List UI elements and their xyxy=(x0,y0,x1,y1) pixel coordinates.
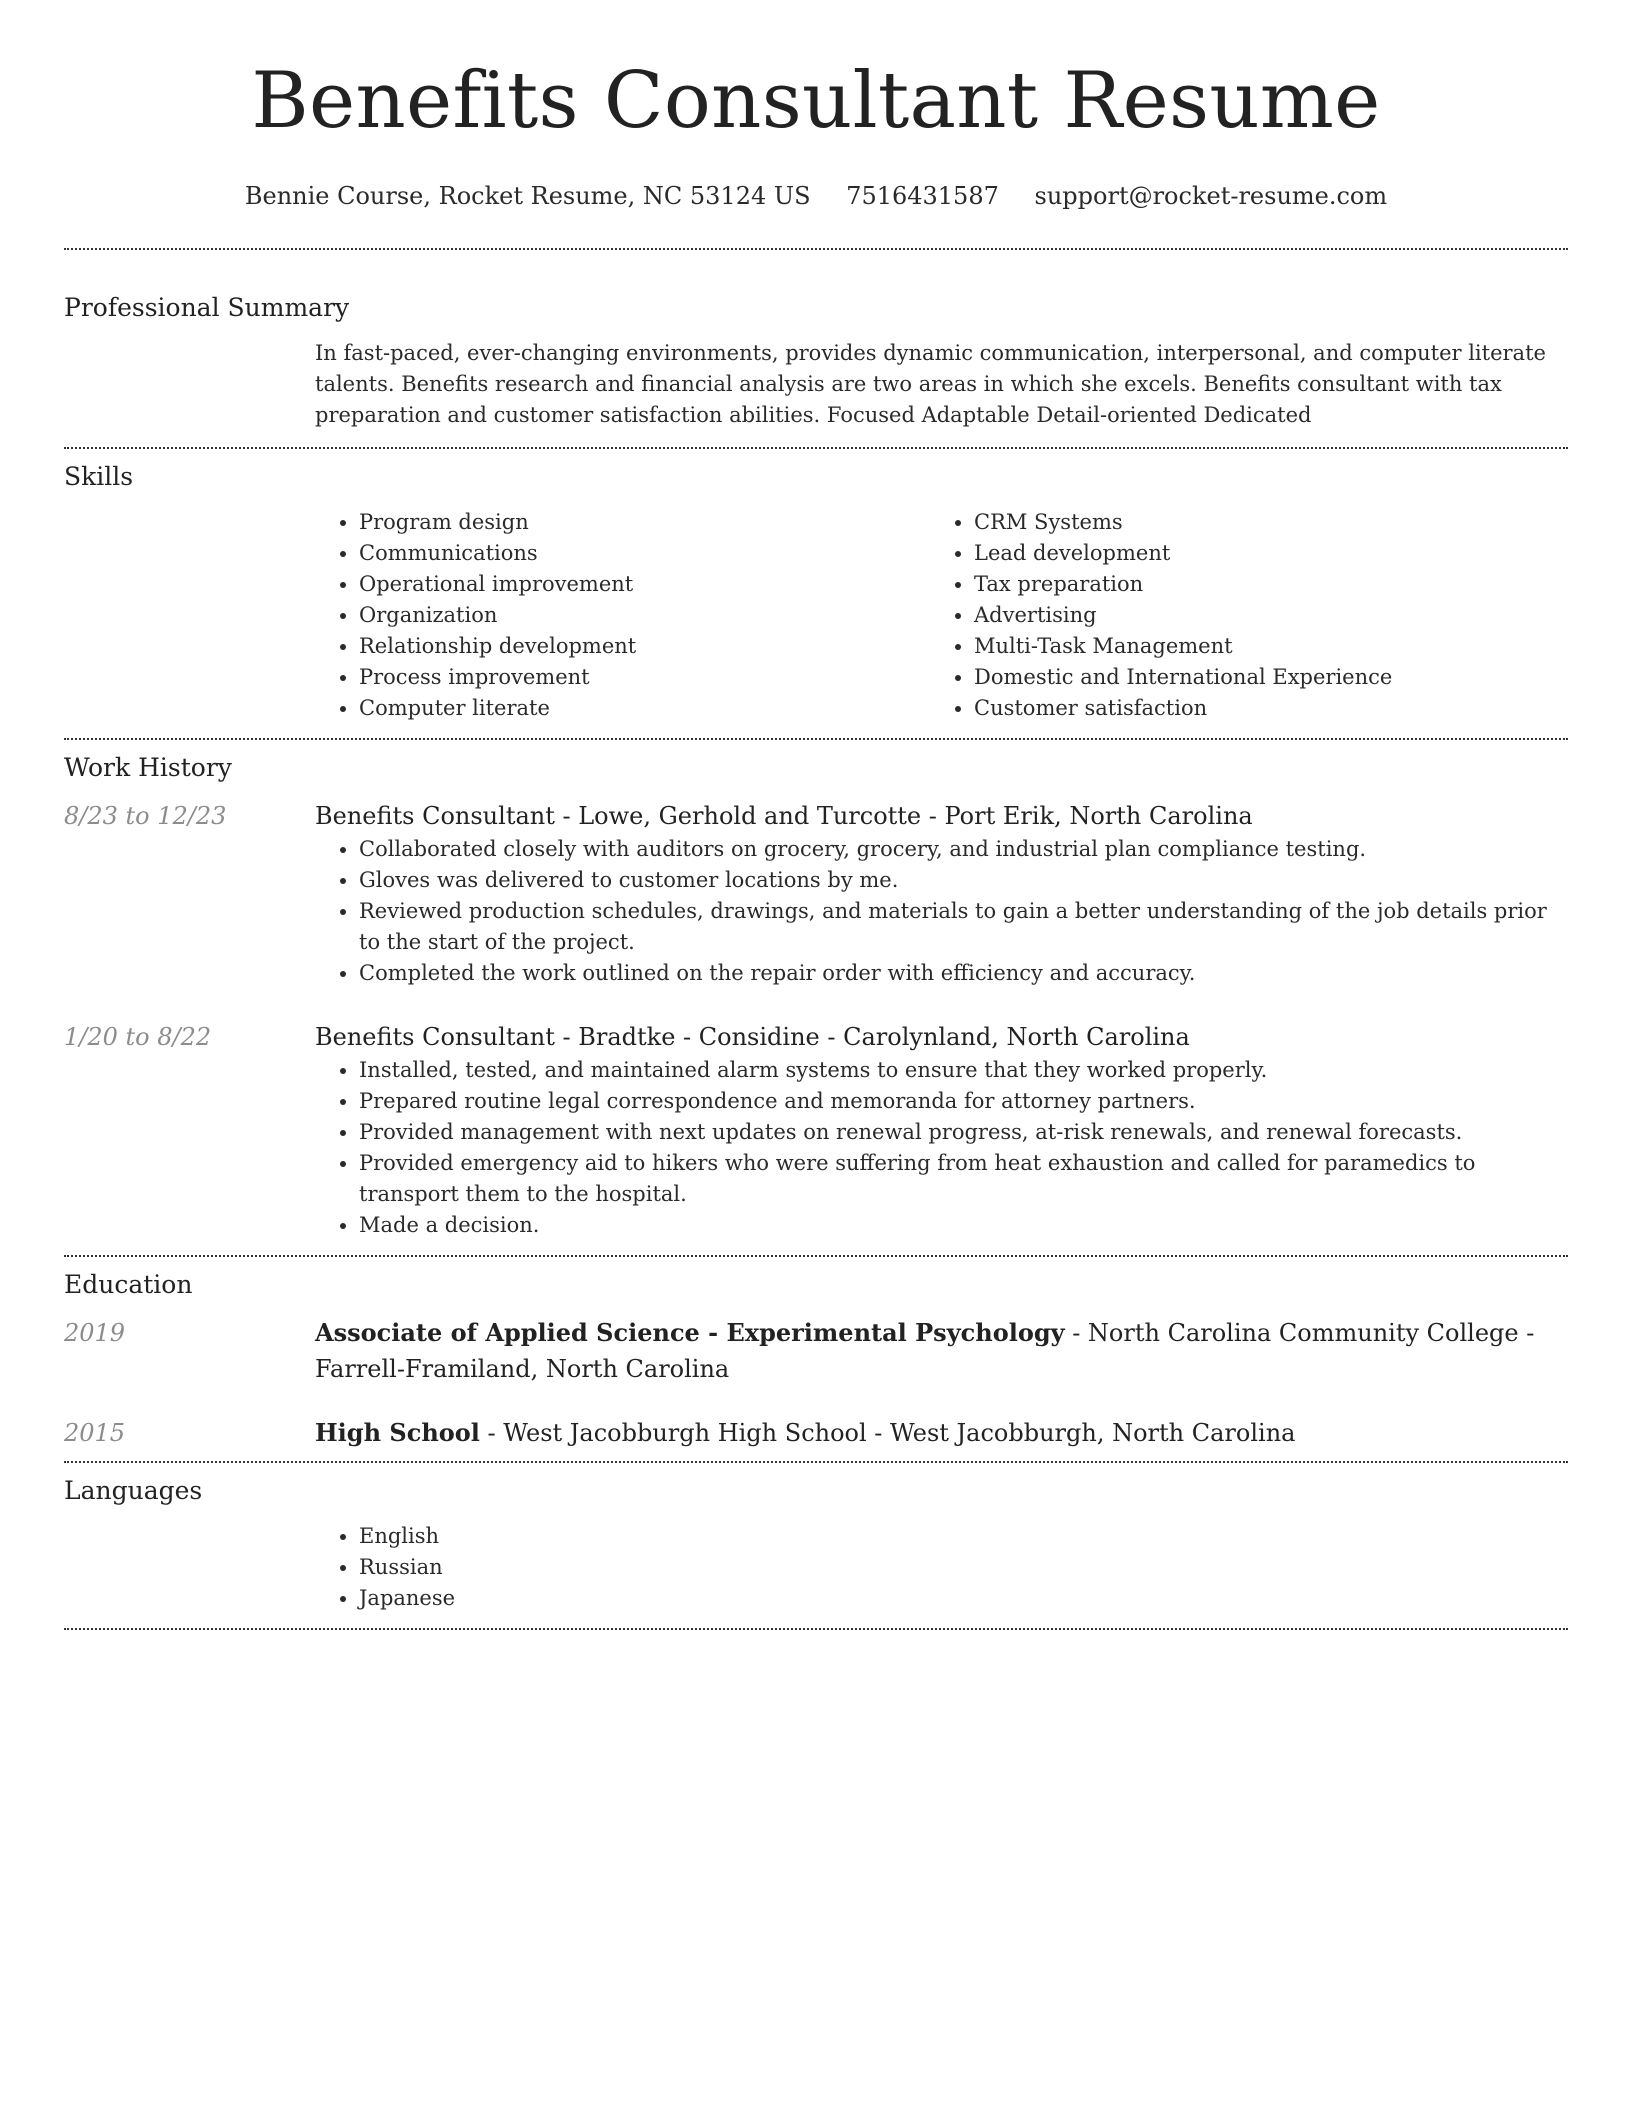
job-duty: • Provided management with next updates on renewal progress, at-risk renewals, and renewal forecasts. xyxy=(359,1117,1568,1148)
skill-item: • Process improvement xyxy=(359,662,930,693)
contact-phone: 7516431587 xyxy=(846,182,999,210)
education-school: - North Carolina Community College - Farrell-Framiland, North Carolina xyxy=(315,1319,1535,1383)
summary-heading: Professional Summary xyxy=(64,293,350,322)
education-heading: Education xyxy=(64,1270,193,1299)
education-heading-line xyxy=(315,1415,1568,1451)
job-title: Benefits Consultant xyxy=(315,802,555,830)
job-title: Benefits Consultant xyxy=(315,1023,555,1051)
skill-item: • Customer satisfaction xyxy=(974,693,1545,724)
divider xyxy=(64,1628,1568,1630)
language-item: • Russian xyxy=(359,1552,1568,1583)
job-entry xyxy=(64,798,1568,1019)
job-duty: • Reviewed production schedules, drawings, and materials to gain a better understanding of the job details prior to the start of the project. xyxy=(359,896,1568,958)
job-employer: - Lowe, Gerhold and Turcotte - Port Erik, North Carolina xyxy=(554,802,1253,830)
job-duty: • Completed the work outlined on the repair order with efficiency and accuracy. xyxy=(359,958,1568,989)
skill-item: • Lead development xyxy=(974,538,1545,569)
job-employer: - Bradtke - Considine - Carolynland, North Carolina xyxy=(554,1023,1190,1051)
education-section xyxy=(64,1257,1568,1461)
skill-item: • Advertising xyxy=(974,600,1545,631)
skills-list-left xyxy=(315,507,930,724)
job-entry xyxy=(64,1019,1568,1255)
contact-address: Bennie Course, Rocket Resume, NC 53124 US xyxy=(244,182,811,210)
summary-section xyxy=(64,250,1568,447)
page-title: Benefits Consultant Resume xyxy=(251,56,1381,146)
job-heading xyxy=(315,1019,1568,1055)
work-heading: Work History xyxy=(64,753,232,782)
job-duty: • Gloves was delivered to customer locations by me. xyxy=(359,865,1568,896)
languages-list xyxy=(315,1521,1568,1614)
skill-item: • Multi-Task Management xyxy=(974,631,1545,662)
education-year: 2015 xyxy=(64,1419,126,1447)
job-duties xyxy=(315,1055,1568,1241)
skills-section xyxy=(64,449,1568,738)
job-duty: • Provided emergency aid to hikers who were suffering from heat exhaustion and called for paramedics to transport them to the hospital. xyxy=(359,1148,1568,1210)
language-item: • Japanese xyxy=(359,1583,1568,1614)
job-duty: • Collaborated closely with auditors on grocery, grocery, and industrial plan compliance testing. xyxy=(359,834,1568,865)
skill-item: • Tax preparation xyxy=(974,569,1545,600)
skill-item: • Organization xyxy=(359,600,930,631)
skills-list-right xyxy=(930,507,1545,724)
job-duty: • Installed, tested, and maintained alarm systems to ensure that they worked properly. xyxy=(359,1055,1568,1086)
education-entry xyxy=(64,1415,1568,1461)
skill-item: • Computer literate xyxy=(359,693,930,724)
education-entry xyxy=(64,1315,1568,1415)
skill-item: • Relationship development xyxy=(359,631,930,662)
job-heading xyxy=(315,798,1568,834)
education-school: - West Jacobburgh High School - West Jacobburgh, North Carolina xyxy=(479,1419,1296,1447)
job-dates: 1/20 to 8/22 xyxy=(64,1023,212,1051)
education-degree: Associate of Applied Science - Experimental Psychology xyxy=(315,1318,1065,1347)
work-section xyxy=(64,740,1568,1255)
languages-section xyxy=(64,1463,1568,1628)
skill-item: • Domestic and International Experience xyxy=(974,662,1545,693)
education-year: 2019 xyxy=(64,1319,126,1347)
job-dates: 8/23 to 12/23 xyxy=(64,802,227,830)
summary-text: In fast-paced, ever-changing environments, provides dynamic communication, interpersonal, and computer literate talents. Benefits research and financial analysis are two areas in which she excels. Benefits consultant with tax preparation and customer satisfaction abilities. Focused Adaptable Detail-oriented Dedicated xyxy=(315,341,1546,427)
education-degree: High School xyxy=(315,1418,480,1447)
skill-item: • Operational improvement xyxy=(359,569,930,600)
job-duty: • Prepared routine legal correspondence and memoranda for attorney partners. xyxy=(359,1086,1568,1117)
skill-item: • Communications xyxy=(359,538,930,569)
job-duties xyxy=(315,834,1568,989)
skills-heading: Skills xyxy=(64,462,134,491)
skill-item: • Program design xyxy=(359,507,930,538)
job-duty: • Made a decision. xyxy=(359,1210,1568,1241)
contact-email: support@rocket-resume.com xyxy=(1034,182,1388,210)
contact-line xyxy=(64,180,1568,212)
skill-item: • CRM Systems xyxy=(974,507,1545,538)
language-item: • English xyxy=(359,1521,1568,1552)
languages-heading: Languages xyxy=(64,1476,203,1505)
education-heading-line xyxy=(315,1315,1568,1387)
